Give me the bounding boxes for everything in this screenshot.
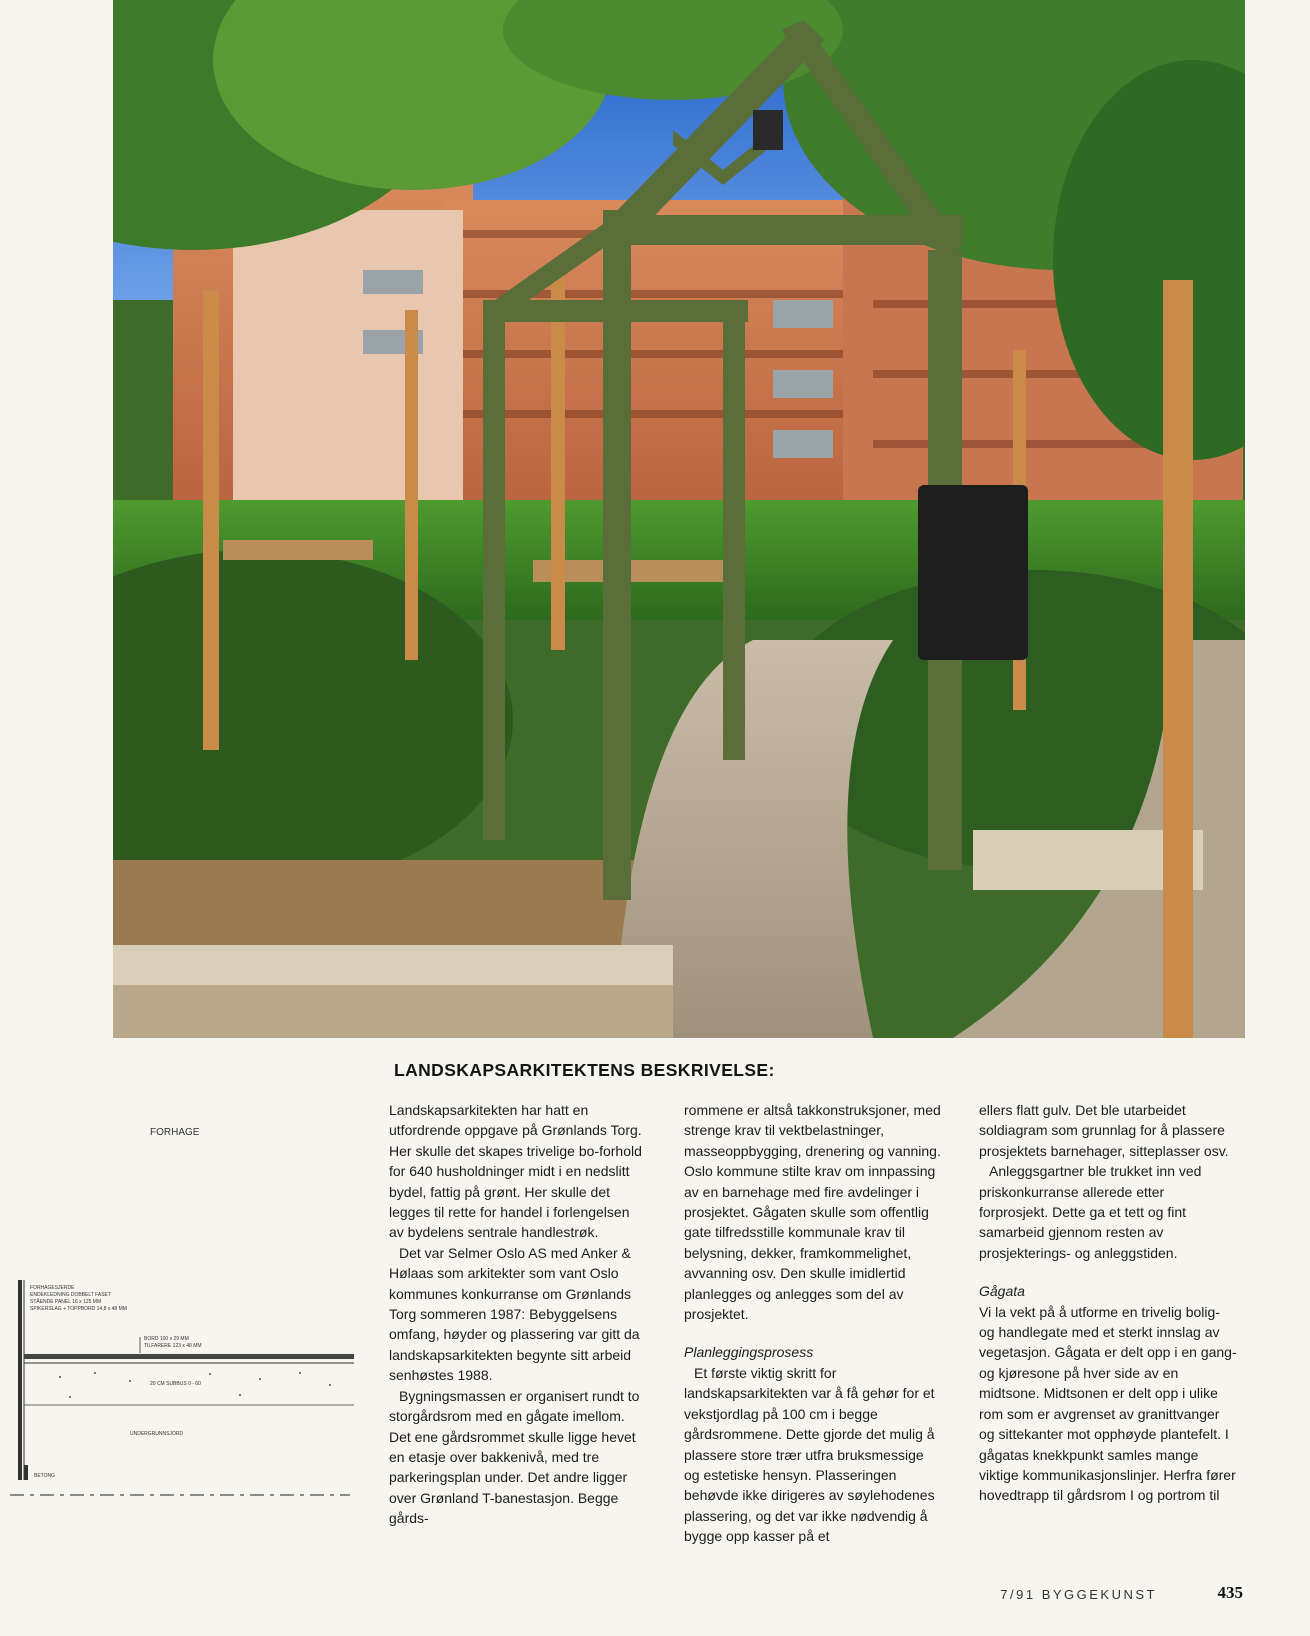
drawing-title: FORHAGE: [150, 1127, 200, 1138]
concrete-base: [24, 1465, 28, 1480]
drawing-note: BETONG: [34, 1473, 56, 1479]
page-number: 435: [1217, 1583, 1243, 1602]
paragraph: Landskapsarkitekten har hatt en utfordrende oppgave på Grønlands Torg. Her skulle det skapes trivelige bo-forhold for 640 husholdninger midt i en nedslitt bydel, fattig på grønt. Her skulle det legges til rette for handel i forlengelsen av bydelens sentrale handlestrøk.: [389, 1102, 642, 1241]
paragraph: Anleggsgartner ble trukket inn ved priskonkurranse allerede etter forprosjekt. Dette ga et tett og fint samarbeid gjennom resten av prosjekterings- og anleggstiden.: [979, 1163, 1202, 1261]
subheading: Planleggingsprosess: [684, 1344, 814, 1361]
drawing-note: SPIKERSLAG + TOPPBORD 14,8 x 48 MM: [30, 1306, 127, 1312]
paragraph: ellers flatt gulv. Det ble utarbeidet soldiagram som grunnlag for å plassere prosjektets barnehager, sitteplasser osv.: [979, 1102, 1229, 1159]
text-column-2: [684, 1100, 942, 1547]
paragraph: rommene er altså takkonstruksjoner, med strenge krav til vektbelastninger, masseoppbygging, drenering og vanning. Oslo kommune stilte krav om innpassing av en barnehage med fire avdelinger i prosjektet. Gågaten skulle som offentlig gate tilfredsstille kommunale krav til belysning, dekker, framkommelighet, avvanning osv. Den skulle imidlertid planlegges og anlegges som del av prosjektet.: [684, 1102, 941, 1323]
footer-issue: 7/91 BYGGEKUNST: [1000, 1587, 1157, 1602]
drawing-note: ENDEKLEDNING DOBBELT FASET: [30, 1292, 111, 1298]
text-column-3: [979, 1100, 1237, 1506]
paragraph: Et første viktig skritt for landskapsarkitekten var å få gehør for et vekstjordlag på 100 cm i begge gårdsrommene. Dette gjorde det mulig å plassere store trær utfra bruksmessige og estetiske hensyn. Plasseringen behøvde ikke dirigeres av søylehodenes plassering, og det var ikke nødvendig å bygge opp kasser på et: [684, 1364, 935, 1545]
courtyard-pergola-photo: [113, 0, 1245, 1038]
drawing-note: 20 CM SUBBUS 0 - 60: [150, 1381, 201, 1387]
article-heading: LANDSKAPSARKITEKTENS BESKRIVELSE:: [394, 1060, 775, 1080]
drawing-note: UNDERGRUNNSJORD: [130, 1431, 184, 1437]
page-footer: [0, 1583, 1245, 1613]
paragraph: Vi la vekt på å utforme en trivelig bolig- og handlegate med et sterkt innslag av vegetasjon. Gågata er delt opp i en gang- og kjøresone på hver side av en midtsone. Midtsonen er delt opp i ulike rom som er avgrenset av granittvanger og sittekanter mot opphøyde plantefelt. I gågatas knekkpunkt samles mange viktige kommunikasjonslinjer. Herfra fører hovedtrapp til gårdsrom I og portrom til: [979, 1303, 1237, 1504]
section-drawing-svg: [0, 1115, 370, 1515]
fence-post: [18, 1280, 22, 1480]
paragraph: Det var Selmer Oslo AS med Anker & Hølaas som arkitekter som vant Oslo kommunes konkurranse om Grønlands Torg sommeren 1987: Bebyggelsens omfang, høyder og plassering var gitt da landskapsarkitekten begynte sitt arbeid senhøstes 1988.: [389, 1244, 640, 1384]
subheading: Gågata: [979, 1283, 1025, 1300]
deck-boards: [24, 1354, 354, 1359]
photo-illustration: [113, 0, 1245, 1038]
drawing-note: FORHAGESJERDE: [30, 1285, 75, 1291]
text-column-1: [389, 1100, 647, 1529]
drawing-note: STÅENDE PANEL 16 x 125 MM: [30, 1299, 102, 1305]
section-drawing: [0, 1115, 370, 1515]
drawing-note: TILFARERE 123 x 48 MM: [144, 1343, 202, 1349]
drawing-note: BORD 100 x 29 MM: [144, 1336, 189, 1342]
paragraph: Bygningsmassen er organisert rundt to storgårdsrom med en gågate imellom. Det ene gårdsrommet skulle ligge hevet en etasje over bakkenivå, med tre parkeringsplan under. Det andre ligger over Grønland T-banestasjon. Begge gårds-: [389, 1387, 640, 1527]
